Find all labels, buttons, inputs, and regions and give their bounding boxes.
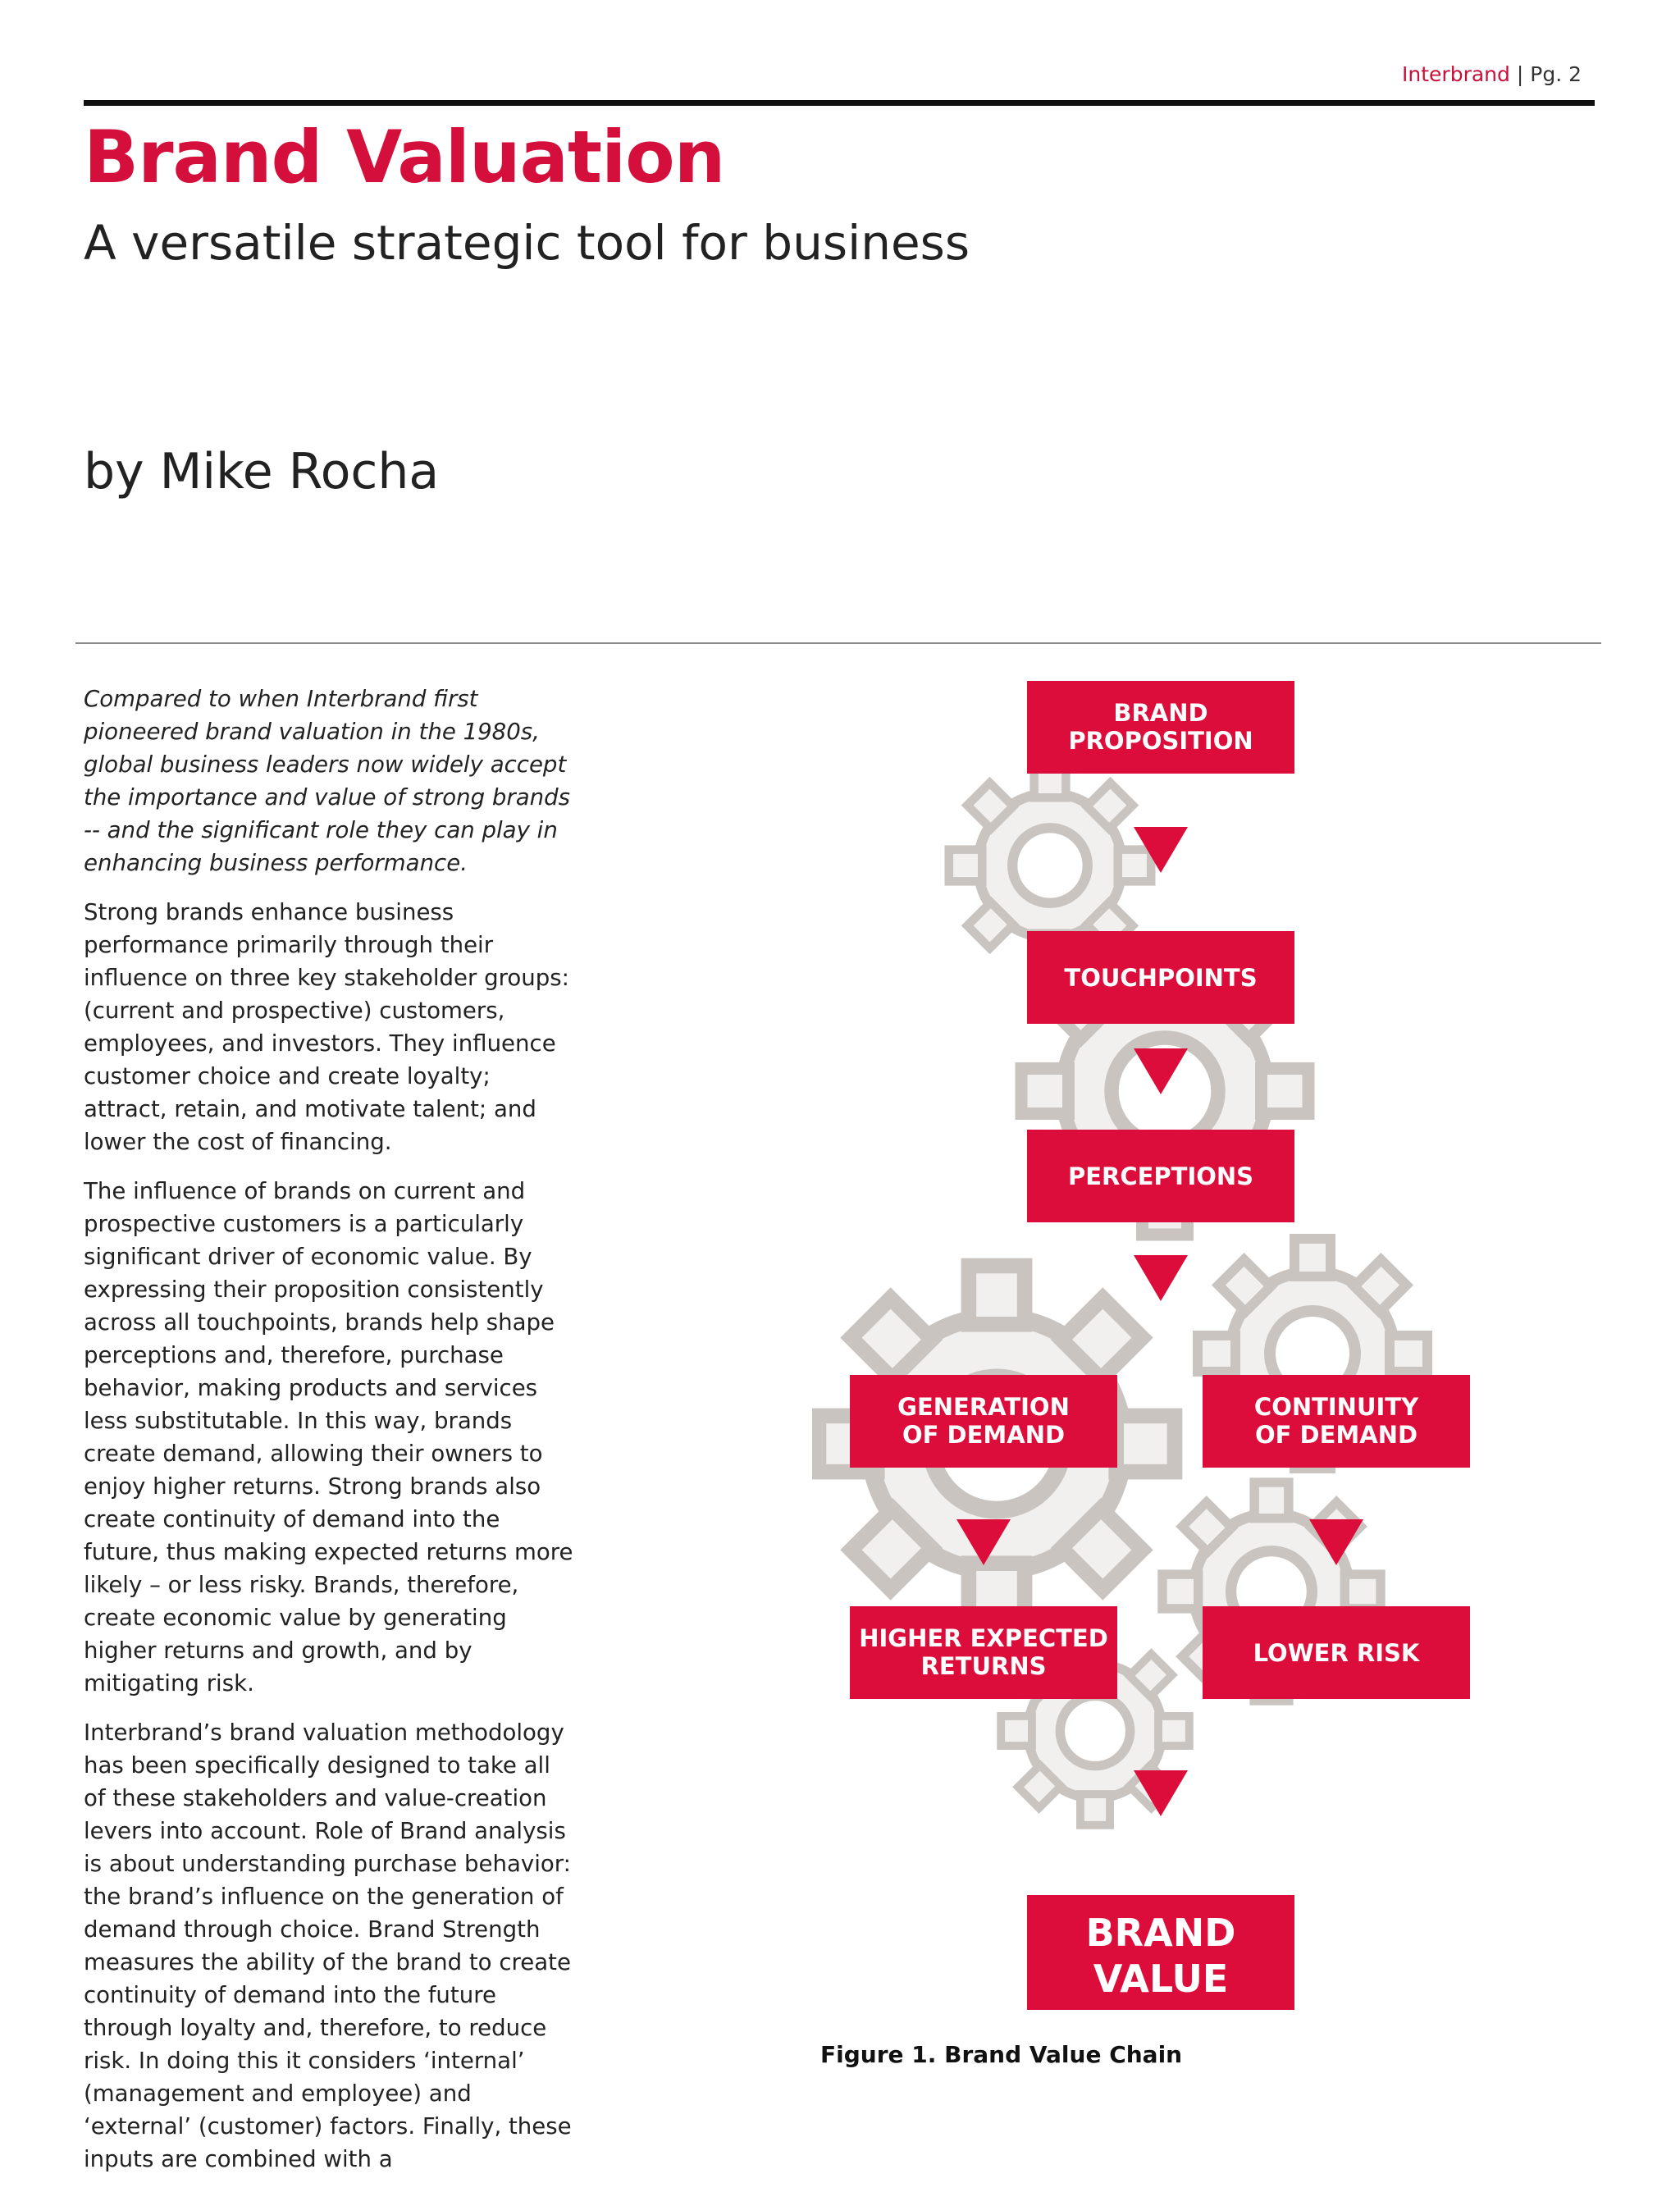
- box-touchpoints: [1027, 931, 1294, 1024]
- box-label: VALUE: [1093, 1957, 1229, 2001]
- box-label: OF DEMAND: [1254, 1421, 1418, 1449]
- box-label: RETURNS: [920, 1652, 1047, 1680]
- author-byline: by Mike Rocha: [84, 443, 440, 500]
- box-lower-risk: [1203, 1606, 1470, 1699]
- box-label: PERCEPTIONS: [1067, 1162, 1254, 1190]
- page-subtitle: A versatile strategic tool for business: [84, 215, 970, 271]
- box-perceptions: [1027, 1130, 1294, 1222]
- top-rule: [84, 100, 1595, 106]
- header-brand: Interbrand: [1402, 62, 1510, 86]
- header-separator: |: [1516, 62, 1524, 86]
- page-header: [1402, 62, 1582, 86]
- box-label: TOUCHPOINTS: [1064, 964, 1258, 992]
- box-label: LOWER RISK: [1253, 1639, 1420, 1667]
- box-brand-value: [1027, 1895, 1294, 2010]
- body-paragraph: Strong brands enhance business performance primarily through their influence on three key stakeholder groups: (current and prospective) customers, employees, and investors. They influence customer choice and create loyalty; attract, retain, and motivate talent; and lower the cost of financing.: [84, 898, 569, 1155]
- box-label: PROPOSITION: [1068, 727, 1253, 755]
- page-title: Brand Valuation: [84, 115, 725, 199]
- section-divider: [75, 642, 1601, 644]
- figure-caption: Figure 1. Brand Value Chain: [820, 2041, 1183, 2068]
- body-paragraph: Interbrand’s brand valuation methodology has been specifically designed to take all of these stakeholders and value-creation levers into account. Role of Brand analysis is about understanding purchase behavior: the brand’s influence on the generation of demand through choice. Brand Strength measures the ability of the brand to create continuity of demand into the future through loyalty and, therefore, to reduce risk. In doing this it considers ‘internal’ (management and employee) and ‘external’ (customer) factors. Finally, these inputs are combined with a: [84, 1719, 572, 2172]
- box-label: BRAND: [1085, 1911, 1236, 1955]
- body-paragraph: The influence of brands on current and prospective customers is a particularly significant driver of economic value. By expressing their proposition consistently across all touchpoints, brands help shape perceptions and, therefore, purchase behavior, making products and services less substitutable. In this way, brands create demand, allowing their owners to enjoy higher returns. Strong brands also create continuity of demand into the future, thus making expected returns more likely – or less risky. Brands, therefore, create economic value by generating higher returns and growth, and by mitigating risk.: [84, 1177, 573, 1697]
- box-label: OF DEMAND: [902, 1421, 1066, 1449]
- box-continuity-of-demand: [1203, 1375, 1470, 1468]
- box-label: CONTINUITY: [1253, 1393, 1419, 1421]
- body-text: [84, 683, 576, 2192]
- lead-paragraph: Compared to when Interbrand first pioneered brand valuation in the 1980s, global business leaders now widely accept the importance and value of strong brands -- and the significant role they can play in enhancing business performance.: [84, 685, 571, 876]
- brand-value-chain-figure: [812, 664, 1534, 2010]
- box-generation-of-demand: [850, 1375, 1117, 1468]
- box-brand-proposition: [1027, 681, 1294, 774]
- box-label: GENERATION: [897, 1393, 1070, 1421]
- header-page-number: Pg. 2: [1530, 62, 1582, 86]
- box-label: HIGHER EXPECTED: [859, 1624, 1108, 1652]
- box-label: BRAND: [1113, 699, 1208, 727]
- box-higher-expected-returns: [850, 1606, 1117, 1699]
- down-arrow-icon: [1134, 1255, 1188, 1301]
